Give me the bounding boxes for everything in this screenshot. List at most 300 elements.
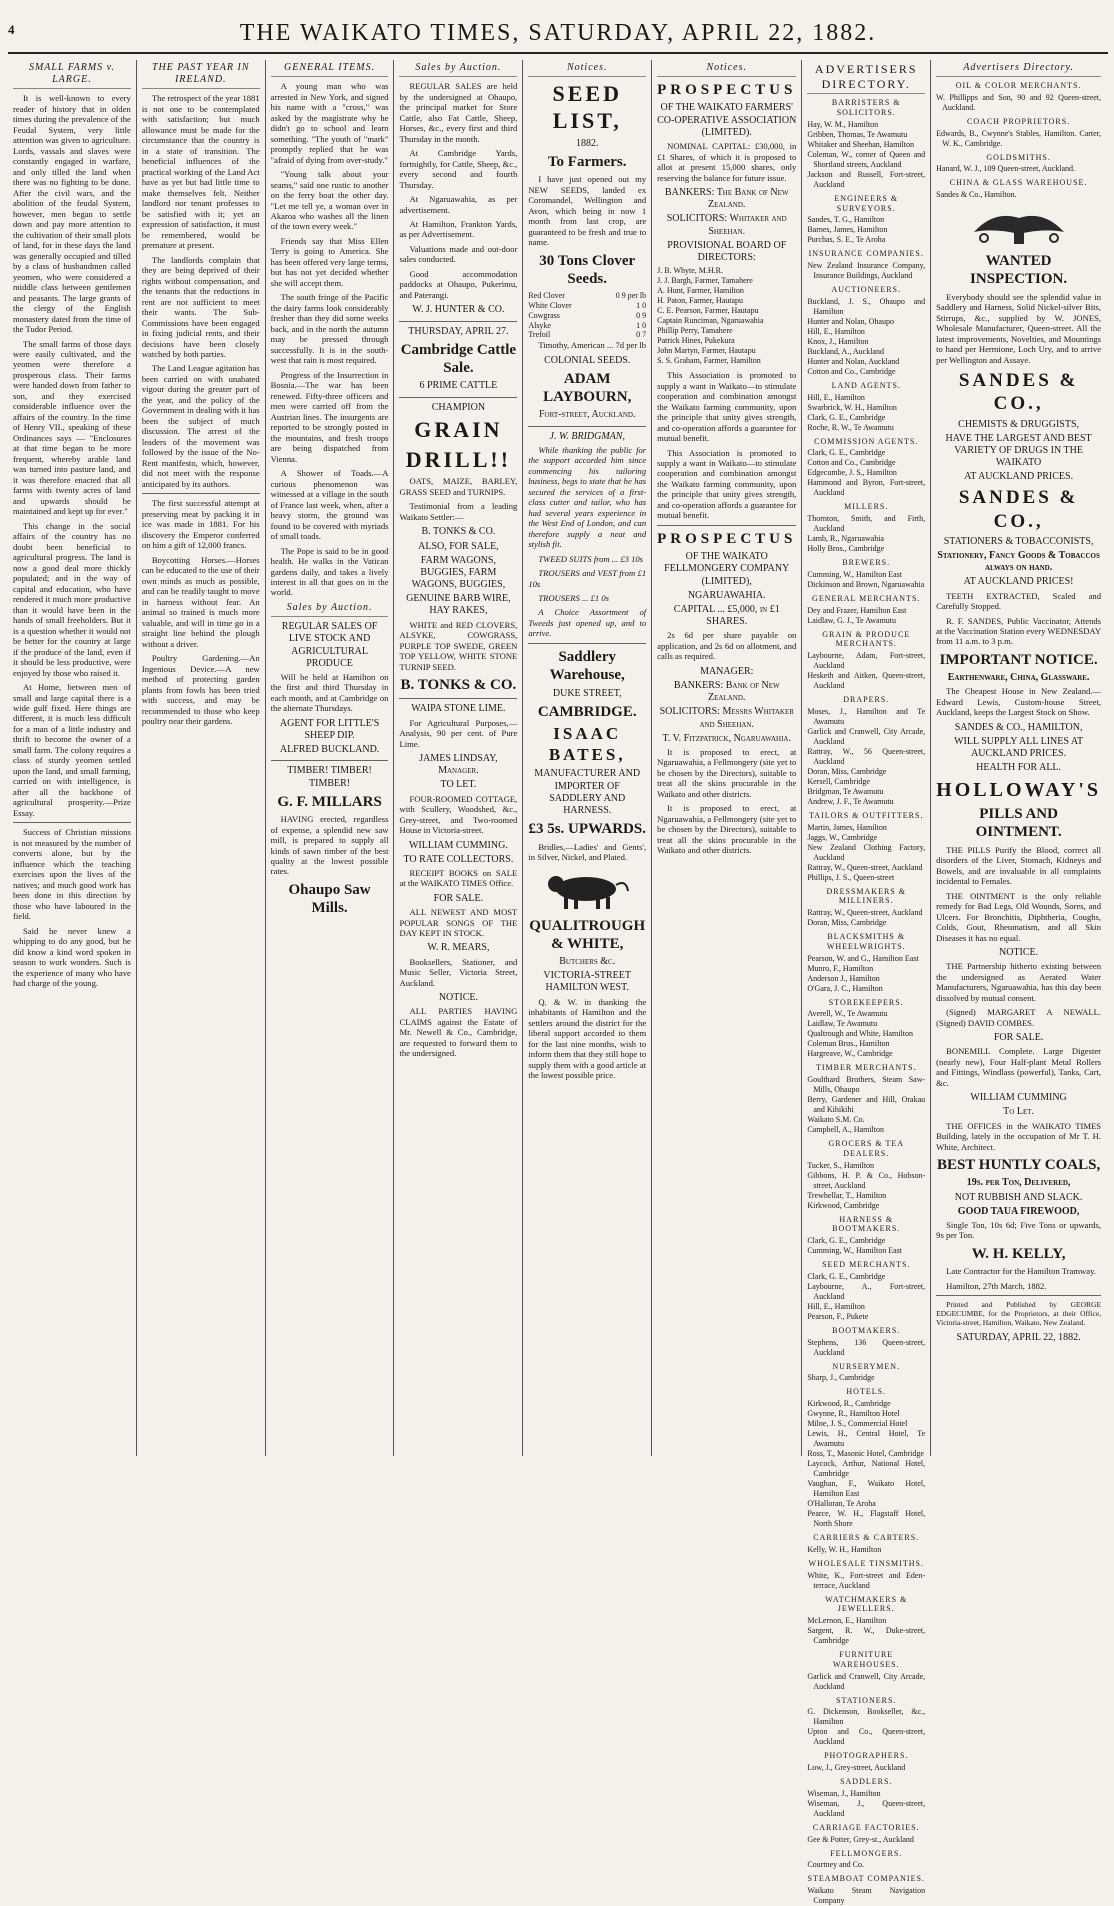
divider <box>936 1295 1101 1296</box>
cumming-signature: WILLIAM CUMMING <box>970 1092 1067 1104</box>
sandes-title-2: SANDES & CO., <box>958 487 1079 532</box>
directory-entry: Averell, W., Te Awamutu <box>807 1009 888 1019</box>
butchers-text: Q. & W. in thanking the inhabitants of Hamilton and the settlers around the district for the liberal support accorded to them for the last nine months, wish to inform them that they still hope to supply them with a good article at the lowest possible price. <box>528 996 647 1081</box>
nominal-capital: NOMINAL CAPITAL: £30,000, in £1 Shares, of which it is proposed to allot at present 15,000 shares, only reserving the balance for future issue. <box>657 141 797 183</box>
paragraph: Boycotting Horses.—Horses can be educated to the use of their own minds as much as possible, and can be readily taught to move in harness without fear. An animal so trained is much more valuable, and will in time go in a straight line behind the plough without a driver. <box>141 554 260 649</box>
paragraph: At Home, between men of small and large capital there is a wide gulf fixed. Here things are different, it is much less difficult for a man of a little industry and thrift to become the owner of a small farm. The colony requires a class of sturdy yeomen settled upon the land, and small farming, carried on with intelligence, is after all the backbone of agricultural prosperity.—Prize Essay. <box>13 682 131 818</box>
solicitors: SOLICITORS: Whitaker and Sheehan. <box>666 213 787 237</box>
testimonial: Testimonial from a leading Waikato Settler:— <box>399 501 518 522</box>
directory-list <box>807 98 925 1906</box>
paragraph: Progress of the Insurrection in Bosnia.—The war has been renewed. Fifty-three officers and men were carried off from the Austrian lines. The insurgents are reported to be strongly posted in the mountains, and fresh troops are being dispatched from Vienna. <box>270 369 389 464</box>
manager-2: MANAGER: <box>700 665 754 677</box>
directory-entry: Bridgman, Te Awamutu <box>807 786 884 796</box>
directory-section-heading: STATIONERS. <box>836 1695 897 1705</box>
paragraph: A young man who was arrested in New York, and signed his name with a "cross," was asked by the magistrate why he didn't go to school and learn something. "The youth of "mark" promptly replied that he was "afraid of dying from over-study." <box>270 81 389 165</box>
directory-entry: Kelly, W. H., Hamilton <box>807 1544 882 1554</box>
auction-heading: Sales by Auction. <box>399 62 517 77</box>
sale-date: THURSDAY, APRIL 27. <box>408 325 509 337</box>
mears-name: W. R. MEARS, <box>427 942 490 954</box>
director: Patrick Hines, Pukekura <box>657 336 735 346</box>
objects-text: This Association is promoted to supply a want in Waikato—to stimulate cooperation and combination amongst the Waikato farming community, upon the principle that unity gives strength, and co-operation affords a guarantee for mutual benefit. <box>657 447 797 521</box>
divider <box>271 760 389 761</box>
paragraph: Friends say that Miss Ellen Terry is going to America. She has been offered very large terms, but has not yet decided whether she will accept them. <box>270 235 389 288</box>
vaccinator-text: R. F. SANDES, Public Vaccinator, Attends at the Vaccination Station every WEDNESDAY from 11 a.m. to 3 p.m. <box>936 615 1102 647</box>
directory-entry: Doran, Miss, Cambridge <box>807 766 887 776</box>
company-name: OF THE WAIKATO FARMERS' CO-OPERATIVE ASSOCIATION (LIMITED). <box>657 102 797 138</box>
prospectus-title: PROSPECTUS <box>657 82 797 99</box>
paragraph: At Ngaruawahia, as per advertisement. <box>399 194 518 215</box>
directory-entry: Waikato S.M. Co. <box>807 1115 865 1124</box>
directory-entry: Jaggs, W., Cambridge <box>807 832 878 842</box>
directory-entry: Stephens, 136 Queen-street, Auckland <box>807 1337 926 1357</box>
article-heading-ireland: THE PAST YEAR IN IRELAND. <box>142 62 260 89</box>
directory-entry: White, K., Fort-street and Eden-terrace, Auckland <box>807 1570 926 1590</box>
offices-text: THE OFFICES in the WAIKATO TIMES Building, lately in the occupation of Mr T. H. White, Architect. <box>936 1120 1102 1152</box>
column-5 <box>523 60 652 1456</box>
directory-section-heading: FURNITURE WAREHOUSES. <box>832 1650 900 1669</box>
directory-section-heading: HARNESS & BOOTMAKERS. <box>832 1214 901 1234</box>
directory-section-heading: WATCHMAKERS & JEWELLERS. <box>825 1594 908 1614</box>
column-2 <box>137 60 266 1456</box>
cumming-name: WILLIAM CUMMING. <box>408 839 508 851</box>
lime-heading: WAIPA STONE LIME. <box>411 703 506 715</box>
solicitors-2: SOLICITORS: Messrs Whitaker and Sheehan. <box>659 706 794 730</box>
laybourn-name: ADAM LAYBOURN, <box>543 370 632 406</box>
directory-entry: Sandes, T. G., Hamilton <box>807 215 885 225</box>
sale-text: Will be held at Hamilton on the first and third Thursday in each month, and at Cambridge on the alternate Thursdays. <box>270 671 389 714</box>
lime-signature: JAMES LINDSAY, Manager. <box>419 753 498 777</box>
will-supply: WILL SUPPLY ALL LINES AT AUCKLAND PRICES. <box>954 736 1084 760</box>
saddle-price: £3 5s. UPWARDS. <box>528 821 646 838</box>
capital-2: CAPITAL ... £5,000, in £1 SHARES. <box>673 603 780 628</box>
directory-entry: Purchas, S. E., Te Aroha <box>807 235 886 245</box>
directory-entry: Sargent, R. W., Duke-street, Cambridge <box>807 1626 926 1645</box>
holloway-title: HOLLOWAY'S <box>936 778 1102 801</box>
directory-entry: Knox, J., Hamilton <box>807 336 869 346</box>
directory-entry: Rattray, W., Queen-street, Auckland <box>807 862 923 872</box>
directory-entry: Phillips, J. S., Queen-street <box>807 872 895 882</box>
claims-text: ALL PARTIES HAVING CLAIMS against the Estate of Mr. Newell & Co., Cambridge, are requested to forward them to the undersigned. <box>399 1006 518 1059</box>
directory-entry: Gibbons, H. P. & Co., Hobson-street, Auckland <box>807 1170 926 1190</box>
cambridge-title: CAMBRIDGE. <box>537 703 637 720</box>
coals-price: 19s. per Ton, Delivered, <box>966 1177 1071 1189</box>
directory-entry: Buckland, A., Auckland <box>807 346 884 356</box>
bridgman-text: While thanking the public for the support accorded him since commencing his tailoring business, begs to state that he has secured the services of a first-class cutter and tailor, who has had several years experience in the West End of London, and can therefore supply a neat and stylish fit. <box>528 444 647 550</box>
directory-entry: Laybourne, Adam, Fort-street, Auckland <box>807 651 926 670</box>
seed-list-year: 1882. <box>575 137 599 149</box>
secretary-2: T. V. Fitzpatrick, Ngaruawahia. <box>662 732 791 744</box>
china-entry: Sandes & Co., Hamilton. <box>936 190 1017 200</box>
directory-entry: Laidlaw, G. J., Te Awamutu <box>807 615 897 625</box>
bull-illustration <box>542 869 632 911</box>
divider <box>13 822 131 823</box>
directory-entry: Clark, G. E., Cambridge <box>807 448 886 458</box>
directory-entry: Vaughan, F., Waikato Hotel, Hamilton East <box>807 1479 926 1498</box>
to-let-heading: To Let. <box>1003 1106 1034 1118</box>
paragraph: The Pope is said to be in good health. He walks in the Vatican gardens daily, and takes a lively interest in all that goes on in the world. <box>270 545 389 598</box>
oil-heading: OIL & COLOR MERCHANTS. <box>955 81 1082 91</box>
directory-entry: Jackson and Russell, Fort-street, Auckland <box>807 169 926 189</box>
signed-text: (Signed) MARGARET A NEWALL. (Signed) DAVID COMBES. <box>936 1007 1102 1028</box>
directory-entry: Coleman, W., corner of Queen and Shortland streets, Auckland <box>807 149 926 169</box>
paragraph: The first successful attempt at preserving meat by packing it in ice was made in 1881. For his discovery the Emperor conferred on him a gift of 12,000 francs. <box>141 498 260 551</box>
directory-section-heading: BARRISTERS & SOLICITORS. <box>831 98 901 117</box>
paragraph: It is well-known to every reader of history that in olden times during the prevalence of the Feudal System, very little attention was given to agriculture. Lords, vassals and slaves were constantly engaged in warfare, and only tilled the land when there was no fighting to be done. After the civil wars, and the abolition of the feudal System, however, men began to settle down and pay more attention to the cultivation of their small plots of land, for in these days the land was generally occupied and tilled by a class of husbandmen called yeomen, who were considered a middle class between gentlemen and peasants. The large grants of the clergy of the English monastery dated from the time of the Tudor Period. <box>13 93 131 335</box>
columns <box>8 60 1106 1905</box>
bankers-2: BANKERS: Bank of New Zealand. <box>673 679 780 704</box>
champion-label: CHAMPION <box>431 401 486 413</box>
partnership-text: THE Partnership hitherto existing between the undersigned as Aerated Water Manufacturers, Ngaruawahia, has this day been dissolved by mutual consent. <box>936 961 1102 1003</box>
directory-section-heading: LAND AGENTS. <box>831 380 901 390</box>
drill-title: DRILL!! <box>405 446 512 472</box>
tweed-price: TWEED SUITS from ... £3 10s <box>538 553 644 564</box>
divider <box>399 321 517 322</box>
directory-entry: Doran, Miss, Cambridge <box>807 918 887 927</box>
directors-heading: PROVISIONAL BOARD OF DIRECTORS: <box>667 239 787 263</box>
signature: ALFRED BUCKLAND. <box>279 744 380 756</box>
important-notice: IMPORTANT NOTICE. <box>939 651 1098 668</box>
directory-entry: Laybourne, A., Fort-street, Auckland <box>807 1281 926 1301</box>
huntly-coals: BEST HUNTLY COALS, <box>936 1157 1101 1174</box>
notices-heading: Notices. <box>657 62 796 77</box>
paragraph: Good accommodation paddocks at Ohaupo, Pukerimu, and Paterangi. <box>399 268 518 300</box>
column-4 <box>394 60 523 1456</box>
kelly-date: Hamilton, 27th March, 1882. <box>946 1280 1047 1291</box>
directory-entry: Whitaker and Sheehan, Hamilton <box>807 139 914 149</box>
directory-entry: Garlick and Cranwell, City Arcade, Auckland <box>807 1671 926 1691</box>
directory-entry: Courtney and Co. <box>807 1860 864 1870</box>
barb-wire: GENUINE BARB WIRE, HAY RAKES, <box>406 593 511 617</box>
sandes-title: SANDES & CO., <box>958 370 1079 415</box>
goldsmith-heading: GOLDSMITHS. <box>986 152 1051 162</box>
timothy-price: Timothy, American ... 7d per lb <box>538 340 647 351</box>
directory-section-heading: GRAIN & PRODUCE MERCHANTS. <box>822 629 911 649</box>
directory-entry: Trewhellar, T., Hamilton <box>807 1190 887 1200</box>
paragraph: Poultry Gardening.—An Ingenious Device.—A new method of protecting garden plants from fowls has been tried with success, and may be recommended to those who keep poultry near their gardens. <box>141 653 260 726</box>
directory-section-heading: FELLMONGERS. <box>830 1848 903 1858</box>
directory-entry: Qualtrough and White, Hamilton <box>807 1029 913 1039</box>
directory-entry: Gribben, Thomas, Te Awamutu <box>807 129 908 139</box>
new-songs: ALL NEWEST AND MOST POPULAR SONGS OF THE DAY KEPT IN STOCK. <box>399 907 518 938</box>
directory-entry: Hill, E., Hamilton <box>807 392 865 402</box>
directory-entry: Clark, G. E., Cambridge <box>807 412 886 422</box>
paragraph: Valuations made and out-door sales conducted. <box>399 243 518 265</box>
directory-entry: Milne, J. S., Commercial Hotel <box>807 1419 908 1428</box>
paragraph: The Land League agitation has been carried on with unabated vigour during the greater part of the year, and the policy of the Government in dealing with it has been the subject of much discussion. The arrest of the leaders of the movement was followed by the issue of the No-Rent manifesto, which, however, did not meet with the response anticipated by its authors. <box>141 363 260 489</box>
director: Captain Runciman, Ngaruawahia <box>657 316 764 326</box>
directory-entry: Wiseman, J., Hamilton <box>807 1788 881 1798</box>
bridles: Bridles,—Ladies' and Gents', in Silver, Nickel, and Plated. <box>528 841 647 863</box>
isaac-bates: ISAAC BATES, <box>548 724 626 764</box>
directory-heading: ADVERTISERS DIRECTORY. <box>807 62 925 94</box>
directory-entry: Hill, E., Hamilton <box>807 1301 865 1311</box>
goldsmith-entry: Hanard, W. J., 109 Queen-street, Auckland. <box>936 164 1076 174</box>
divider <box>399 698 517 699</box>
firewood-text: Single Ton, 10s 6d; Five Tons or upwards, 9s per Ton. <box>936 1219 1102 1241</box>
colonial-seeds: COLONIAL SEEDS. <box>544 354 631 366</box>
teeth-text: TEETH EXTRACTED, Scaled and Carefully Stopped. <box>936 590 1102 612</box>
stationers: STATIONERS & TOBACCONISTS, <box>943 535 1094 547</box>
directory-entry: Pearson, F., Pukete <box>807 1311 869 1321</box>
directory-entry: Edgecumbe, J. S., Hamilton <box>807 468 897 478</box>
directory-section-heading: BREWERS. <box>842 558 891 567</box>
kelly-name: W. H. KELLY, <box>971 1245 1066 1262</box>
mill-name: Ohaupo Saw Mills. <box>288 881 371 917</box>
qualtrough-white: QUALITROUGH & WHITE, <box>529 917 646 952</box>
table-row: Red Clover 0 9 per lb <box>528 291 647 301</box>
earthenware-text: The Cheapest House in New Zealand.—Edward Lewis, Custom-house Street, Auckland, keeps the Largest Stock on Show. <box>936 686 1102 718</box>
director: H. Paton, Farmer, Hautapu <box>657 296 744 306</box>
victoria-street: VICTORIA-STREET HAMILTON WEST. <box>543 970 632 994</box>
directory-entry: New Zealand Clothing Factory, Auckland <box>807 842 926 862</box>
directory-entry: Lamb, R., Ngaruawahia <box>807 534 884 543</box>
column-8 <box>931 60 1106 1456</box>
directory-section-heading: WHOLESALE TINSMITHS. <box>808 1558 924 1568</box>
director: J. J. Bargh, Farmer, Tamahere <box>657 276 753 286</box>
directory-entry: Pearson, W. and G., Hamilton East <box>807 953 919 963</box>
object-2: It is proposed to erect, at Ngaruawahia, a Fellmongery (site yet to be chosen by the Directors), suitable to treat all the skins procurable in the Waikato and other districts. <box>657 803 797 856</box>
directory-entry: Ross, T., Masonic Hotel, Cambridge <box>807 1449 924 1458</box>
directory-section-heading: STEAMBOAT COMPANIES. <box>807 1874 925 1884</box>
mears-line: Booksellers, Stationer, and Music Seller, Victoria Street, Auckland. <box>399 956 518 988</box>
directory-entry: Buckland, J. S., Ohaupo and Hamilton <box>807 296 926 316</box>
directory-section-heading: SADDLERS. <box>840 1777 893 1786</box>
director: C. E. Pearson, Farmer, Hautapu <box>657 306 759 316</box>
directory-entry: Low, J., Grey-street, Auckland <box>807 1763 906 1772</box>
divider <box>528 643 646 644</box>
divider <box>399 397 517 398</box>
millars-name: G. F. MILLARS <box>277 793 382 810</box>
receipt-books: RECEIPT BOOKS on SALE at the WAIKATO TIMES Office. <box>399 867 518 889</box>
sandes-hamilton: SANDES & CO., HAMILTON, <box>954 721 1083 733</box>
seed-intro: I have just opened out my NEW SEEDS, landed ex Coromandel, Wellington and Avon, which being in now 1 month from last crop, are guaranteed to be fresh and true to name. <box>528 174 647 248</box>
seed-list-title: SEED LIST, <box>552 81 622 134</box>
directory-section-heading: TAILORS & OUTFITTERS. <box>809 810 924 820</box>
directory-entry: Waikato Steam Navigation Company <box>807 1886 926 1905</box>
notice-heading: NOTICE. <box>999 947 1039 958</box>
taua-firewood: GOOD TAUA FIREWOOD, <box>957 1205 1080 1217</box>
wanted-inspection: WANTED INSPECTION. <box>970 253 1068 288</box>
objects-text: This Association is promoted to supply a want in Waikato—to stimulate cooperation and combination amongst the Waikato farming community, upon the principle that unity gives strength, and co-operation affords a guarantee for mutual benefit. <box>657 370 797 444</box>
director: S. S. Graham, Farmer, Hamilton <box>657 356 761 366</box>
directory-section-heading: GROCERS & TEA DEALERS. <box>828 1139 904 1158</box>
directory-entry: Dey and Frazer, Hamilton East <box>807 605 907 615</box>
paragraph: The south fringe of the Pacific the dairy farms look considerably fresher than they did some weeks back, and in the north the autumn may be pressed through successfully. It is in the south-west that rain is most required. <box>270 292 389 366</box>
sale-title: REGULAR SALES OF LIVE STOCK AND AGRICULTURAL PRODUCE <box>281 621 378 669</box>
directory-entry: Pearce, W. H., Flagstaff Hotel, North Shore <box>807 1509 926 1528</box>
paragraph: The small farms of those days were easily cultivated, and the yeomen were therefore a prosperous class. Their farms were handed down from father to son, and they exercised considerable influence over the affairs of the country. In the time of Henry VII., speaking of these Ordinances says — "Enclosures at that time began to be more frequent, whereby arable land was turned into pasture land, and it was therefore enacted that all farms with twenty acres of land and upwards should be maintained and kept up for ever." <box>13 338 131 517</box>
chemists-sub: HAVE THE LARGEST AND BEST VARIETY OF DRUGS IN THE WAIKATO <box>945 432 1092 469</box>
sheep-dip-agent: AGENT FOR LITTLE'S SHEEP DIP. <box>279 717 380 742</box>
paragraph: This change in the social affairs of the country has no doubt been beneficial to agricultural progress. The land is now a good deal more thickly populated; and in the way of capital and education, who have rendered it much more productive than it would have been in the hands of small freeholders. But it is a question whether it would not be better for the country at large if the produce of the land, even if it should be less productive, were enjoyed by those who raised it. <box>13 520 131 678</box>
divider <box>142 493 260 494</box>
directory-entry: Cotton and Co., Cambridge <box>807 366 896 376</box>
directory-entry: Wiseman, J., Queen-street, Auckland <box>807 1798 926 1818</box>
for-sale-heading: FOR SALE. <box>993 1032 1044 1044</box>
directory-section-heading: PHOTOGRAPHERS. <box>824 1751 909 1761</box>
directory-section-heading: DRAPERS. <box>843 695 890 704</box>
cottage-text: FOUR-ROOMED COTTAGE, with Scullery, Woodshed, &c., Grey-street, and Two-roomed House in Victoria-street. <box>399 793 518 836</box>
directory-entry: G. Dickenson, Bookseller, &c., Hamilton <box>807 1707 926 1727</box>
column-1 <box>8 60 137 1456</box>
ointment-text: THE OINTMENT is the only reliable remedy for Bad Legs, Old Wounds, Sores, and Ulcers. For Bronchitis, Diphtheria, Coughs, Colds, Gout, Rheumatism, and all Skin Diseases it has no equal. <box>936 890 1102 943</box>
directory-entry: Kersell, Cambridge <box>807 776 870 786</box>
lime-text: For Agricultural Purposes,—Analysis, 90 per cent. of Pure Lime. <box>399 717 518 749</box>
directory-section-heading: ENGINEERS & SURVEYORS. <box>834 193 899 213</box>
timber-heading: TIMBER! TIMBER! TIMBER! <box>287 765 372 789</box>
directory-entry: Lewis, H., Central Hotel, Te Awamutu <box>807 1429 926 1448</box>
cattle-sale-title: Cambridge Cattle Sale. <box>400 341 517 377</box>
auckland-prices: AT AUCKLAND PRICES. <box>964 471 1074 483</box>
directory-entry: Campbell, A., Hamilton <box>807 1125 884 1134</box>
laybourn-address: Fort-street, Auckland. <box>538 409 636 421</box>
coach-heading: COACH PROPRIETORS. <box>966 116 1071 126</box>
article-heading-general-items: GENERAL ITEMS. <box>271 62 389 77</box>
directory-entry: Moses, J., Hamilton and Te Awamutu <box>807 706 926 726</box>
newspaper-title: THE WAIKATO TIMES, SATURDAY, APRIL 22, 1882. <box>239 20 877 46</box>
directory-entry: Hargreave, W., Cambridge <box>807 1049 893 1059</box>
directory-section-heading: HOTELS. <box>846 1387 887 1397</box>
directory-entry: Cotton and Co., Cambridge <box>807 458 896 468</box>
notices-heading: Notices. <box>528 62 646 77</box>
directory-entry: Coleman Bros., Hamilton <box>807 1039 890 1049</box>
imprint: Printed and Published by GEORGE EDGECUMBE, for the Proprietors, at their Office, Victoria-street, Hamilton, Waikato, New Zealand. <box>936 1300 1102 1328</box>
isaac-bates-sub: MANUFACTURER AND IMPORTER OF SADDLERY AND HARNESS. <box>534 768 641 817</box>
paragraph: At Hamilton, Frankton Yards, as per Advertisement. <box>399 219 518 240</box>
directory-entry: Tucker, S., Hamilton <box>807 1160 875 1170</box>
table-row: White Clover 1 0 <box>528 301 647 311</box>
directory-entry: Hay, W. M., Hamilton <box>807 119 879 129</box>
directory-entry: Sharp, J., Cambridge <box>807 1373 875 1383</box>
directory-entry: Barnes, James, Hamilton <box>807 225 888 235</box>
directory-entry: Anderson J., Hamilton <box>807 973 880 983</box>
directory-entry: Munro, F., Hamilton <box>807 963 874 973</box>
earthenware: Earthenware, China, Glassware. <box>947 672 1090 684</box>
directory-entry: Rattray, W., 56 Queen-street, Auckland <box>807 746 926 766</box>
directory-section-heading: STOREKEEPERS. <box>828 997 904 1007</box>
chemists: CHEMISTS & DRUGGISTS, <box>958 418 1080 430</box>
trousers-vest-price: TROUSERS and VEST from £1 10s <box>528 568 647 589</box>
paragraph: The retrospect of the year 1881 is not one to be contemplated with satisfaction; but much allowance must be made for the circumstance that the country is in a state of transition. The beneficial influences of the practical working of the Land Act have as yet but had little time to make themselves felt. Neither landlord nor tenant professes to be satisfied with it; yet an expression of satisfaction, it must be remembered, would be premature at present. <box>141 93 260 251</box>
bankers: BANKERS: The Bank of New Zealand. <box>664 186 789 211</box>
directory-entry: Garlick and Cranwell, City Arcade, Auckland <box>807 726 926 746</box>
kelly-text: Late Contractor for the Hamilton Tramway. <box>946 1266 1096 1277</box>
butchers-label: Butchers &c. <box>559 956 616 968</box>
place-2: NGARUAWAHIA. <box>687 589 766 601</box>
directory-entry: Berry, Gardener and Hill, Orakau and Kihikihi <box>807 1095 926 1114</box>
directory-entry: Martin, James, Hamilton <box>807 822 887 832</box>
also-for-sale: ALSO, FOR SALE, <box>418 540 499 552</box>
oil-entry: W. Phillipps and Son, 90 and 92 Queen-street, Auckland. <box>936 92 1102 112</box>
paragraph: Success of Christian missions is not measured by the number of converts alone, but by the influence which the teaching exercises upon the lives of the natives; and much good work has been done in this direction by those who have laboured in the field. <box>13 827 131 922</box>
bonemill-text: BONEMILL Complete. Large Digester (nearly new), Four Half-plant Metal Rollers and Fittings, Windlass (powerful), Tanks, Cart, &c. <box>936 1046 1102 1088</box>
bridgman-name: J. W. BRIDGMAN, <box>549 430 625 442</box>
paragraph: Said he never knew a whipping to do any good, but he did know a kind word spoken in season to work wonders. Such is the experience of many who have had charge of the young. <box>13 925 131 989</box>
directory-entry: Clark, G. E., Cambridge <box>807 1271 886 1281</box>
directory-entry: McLernon, E., Hamilton <box>807 1616 887 1625</box>
directory-entry: Holly Bros., Cambridge <box>807 544 885 553</box>
director: J. B. Whyte, M.H.R. <box>657 266 723 276</box>
directory-entry: Laidlaw, Te Awamutu <box>807 1019 878 1029</box>
directory-entry: Andrew, J. F., Te Awamutu <box>807 796 894 806</box>
directory-entry: O'Gara, J. C., Hamilton <box>807 983 883 993</box>
column-7-directory <box>802 60 931 1905</box>
stationery: Stationery, Fancy Goods & Tobaccos always on hand. <box>937 549 1100 574</box>
firm-name: W. J. HUNTER & CO. <box>412 304 505 316</box>
directory-entry: Cumming, W., Hamilton East <box>807 569 902 579</box>
to-let: TO LET. <box>440 779 477 791</box>
directory-entry: Dickinson and Brown, Ngaruawahia <box>807 579 925 589</box>
directory-entry: O'Halloran, Te Aroha <box>807 1499 876 1508</box>
directory-entry: Hunter and Nolan, Ohaupo <box>807 316 894 326</box>
grain-title: GRAIN <box>414 416 503 442</box>
paragraph: "Young talk about your seams," said one rustic to another on the ferry boat the other day. "Let me tell ye, a woman over in Akaroa who washes all the linen of the town every week." <box>270 169 389 232</box>
directory-entry: Hill, E., Hamilton <box>807 326 865 336</box>
seed-price-table <box>528 291 646 340</box>
china-heading: CHINA & GLASS WAREHOUSE. <box>949 178 1088 188</box>
directory-section-heading: NURSERYMEN. <box>832 1361 901 1371</box>
cattle-count: 6 PRIME CATTLE <box>419 380 498 392</box>
sales-heading: Sales by Auction. <box>271 602 389 617</box>
paragraph: The landlords complain that they are being deprived of their rights without compensation, and the tenants that the reductions in rent are not sufficient to meet their wants. The Sub-Commissions have been engaged in fixing judicial rents, and their decisions have been closely watched by both parties. <box>141 254 260 359</box>
directory-entry: Upton and Co., Queen-street, Auckland <box>807 1727 926 1747</box>
wanted-text: Everybody should see the splendid value in Saddlery and Harness, Solid Nickel-silver Bits, Stirrups, &c., supplied by W. JONES, Wholesale Manufacturer, Queen-street. All the latest improvements, Novelties, and Mountings to hand per Hermione, Loch Ury, and to arrive per Wellington and Assaye. <box>936 291 1102 365</box>
directory-entry: New Zealand Insurance Company, Insurance Buildings, Auckland <box>807 261 926 280</box>
directory-section-heading: CARRIERS & CARTERS. <box>813 1533 920 1542</box>
clover-heading: 30 Tons Clover Seeds. <box>539 252 636 288</box>
directory-entry: Swarbrick, W. H., Hamilton <box>807 402 897 412</box>
directory-entry: Cumming, W., Hamilton East <box>807 1246 902 1255</box>
prospectus-title-2: PROSPECTUS <box>657 530 797 547</box>
table-row: Alsyke 1 0 <box>528 320 647 330</box>
article-heading-small-farms: SMALL FARMS v. LARGE. <box>13 62 131 89</box>
director: Phillip Perry, Tamahere <box>657 326 733 336</box>
divider <box>657 525 796 526</box>
directory-section-heading: AUCTIONEERS. <box>831 285 902 294</box>
directory-section-heading: BOOTMAKERS. <box>832 1325 901 1335</box>
directory-entry: Clark, G. E., Cambridge <box>807 1236 886 1245</box>
directory-section-heading: CARRIAGE FACTORIES. <box>812 1822 920 1832</box>
table-row: Trefoil 0 7 <box>528 330 647 340</box>
directory-entry: Gee & Potter, Grey-st., Auckland <box>807 1834 914 1844</box>
wagons: FARM WAGONS, BUGGIES, FARM WAGONS, BUGGIES, <box>411 554 506 591</box>
column-6 <box>652 60 802 1456</box>
column-3 <box>266 60 395 1456</box>
directory-entry: Laycock, Arthur, National Hotel, Cambridge <box>807 1459 926 1478</box>
directory-entry: Rattray, W., Queen-street, Auckland <box>807 908 923 917</box>
directory-entry: Kirkwood, R., Cambridge <box>807 1399 891 1408</box>
divider <box>528 426 646 427</box>
directory-section-heading: GENERAL MERCHANTS. <box>812 593 921 603</box>
rate-collectors-heading: TO RATE COLLECTORS. <box>403 853 514 865</box>
not-rubbish: NOT RUBBISH AND SLACK. <box>954 1191 1083 1203</box>
auckland-prices-2: AT AUCKLAND PRICES! <box>963 576 1074 588</box>
directory-section-heading: COMMISSION AGENTS. <box>814 436 919 446</box>
millars-text: HAVING erected, regardless of expense, a splendid new saw mill, is prepared to supply all kinds of sawn timber of the best quality at the lowest possible rates. <box>270 814 389 877</box>
directory-entry: Thornton, Smith, and Firth, Auckland <box>807 514 926 533</box>
paragraph: REGULAR SALES are held by the undersigned at Ohaupo, the principal market for Store Cattle, also Fat Cattle, Sheep, Horses, &c., every first and third Thursday in the month. <box>399 81 518 144</box>
paragraph: A Shower of Toads.—A curious phenomenon was witnessed at a village in the south of France last week, when, after a heavy storm, the ground was found to be covered with myriads of small toads. <box>270 468 389 542</box>
directory-section-heading: TIMBER MERCHANTS. <box>815 1063 917 1073</box>
directory-entry: Hesketh and Aitken, Queen-street, Auckland <box>807 671 926 690</box>
duke-street: DUKE STREET, <box>552 687 622 699</box>
trousers-price: TROUSERS ... £1 0s <box>538 593 609 603</box>
directory-entry: Kirkwood, Cambridge <box>807 1200 880 1210</box>
agents: B. TONKS & CO. <box>421 526 496 538</box>
object-2: It is proposed to erect, at Ngaruawahia, a Fellmongery (site yet to be chosen by the Directors), suitable to treat all the skins procurable in the Waikato and other districts. <box>657 746 797 799</box>
director: A. Hunt, Farmer, Hamilton <box>657 286 744 296</box>
directory-section-heading: SEED MERCHANTS. <box>822 1260 911 1269</box>
